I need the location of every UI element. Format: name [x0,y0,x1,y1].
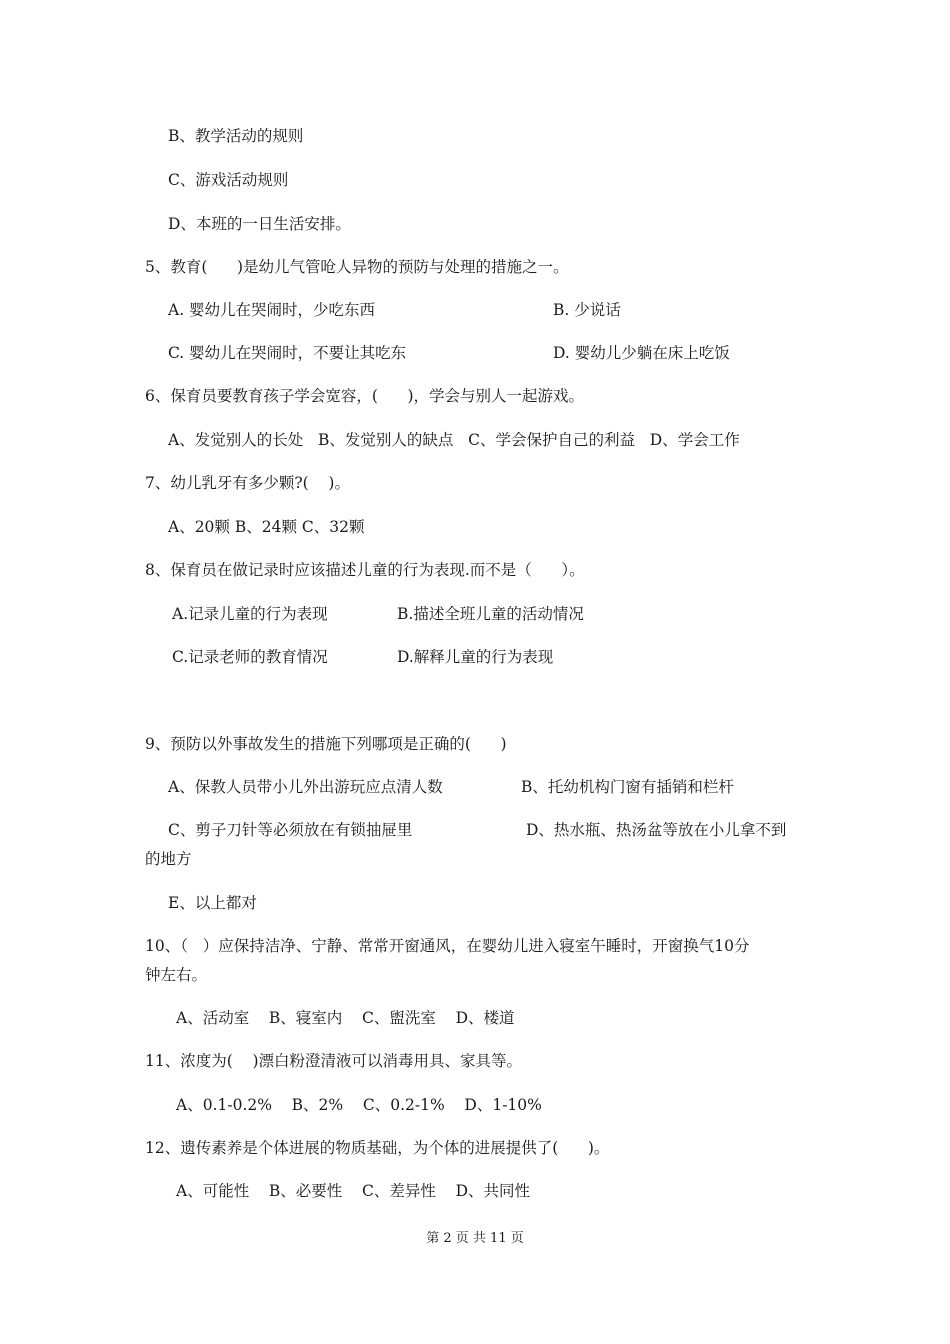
option-text: A、活动室 B、寝室内 C、盥洗室 D、楼道 [176,1009,515,1027]
option-text: C. 婴幼儿在哭闹时，不要让其吃东 [168,344,407,362]
question-text: 7、幼儿乳牙有多少颗?( )。 [145,474,350,492]
question-text: 9、预防以外事故发生的措施下列哪项是正确的( ) [145,735,507,753]
option-text: 的地方 [145,850,192,868]
option-text: A、20颗 B、24颗 C、32颗 [168,518,365,536]
option-text: A、0.1-0.2% B、2% C、0.2-1% D、1-10% [176,1096,542,1114]
question-text: 12、遗传素养是个体进展的物质基础，为个体的进展提供了( )。 [145,1139,610,1157]
question-text: 5、教育( )是幼儿气管呛人异物的预防与处理的措施之一。 [145,258,569,276]
option-text: B、教学活动的规则 [168,127,304,145]
option-text: B.描述全班儿童的活动情况 [397,605,584,623]
option-text: A、发觉别人的长处 B、发觉别人的缺点 C、学会保护自己的利益 D、学会工作 [168,431,740,449]
question-text: 钟左右。 [145,966,208,984]
question-text: 8、保育员在做记录时应该描述儿童的行为表现.而不是（ ）。 [145,561,585,579]
option-text: D. 婴幼儿少躺在床上吃饭 [553,344,730,362]
question-text: 11、浓度为( )漂白粉澄清液可以消毒用具、家具等。 [145,1052,523,1070]
option-text: B、托幼机构门窗有插销和栏杆 [521,778,734,796]
option-text: E、以上都对 [168,894,257,912]
option-text: C、游戏活动规则 [168,171,289,189]
question-text: 10、（ ）应保持洁净、宁静、常常开窗通风，在婴幼儿进入寝室午睡时，开窗换气10分 [145,937,750,955]
option-text: D、本班的一日生活安排。 [168,215,351,233]
option-text: C、剪子刀针等必须放在有锁抽屉里 [168,821,413,839]
page-footer: 第 2 页 共 11 页 [426,1231,524,1246]
question-text: 6、保育员要教育孩子学会宽容，( )，学会与别人一起游戏。 [145,387,585,405]
option-text: C.记录老师的教育情况 [172,648,328,666]
option-text: A.记录儿童的行为表现 [172,605,328,623]
option-text: A、保教人员带小儿外出游玩应点清人数 [168,778,443,796]
option-text: D、热水瓶、热汤盆等放在小儿拿不到 [526,821,787,839]
option-text: A、可能性 B、必要性 C、差异性 D、共同性 [176,1182,530,1200]
option-text: D.解释儿童的行为表现 [397,648,554,666]
option-text: A. 婴幼儿在哭闹时，少吃东西 [168,301,376,319]
option-text: B. 少说话 [553,301,621,319]
